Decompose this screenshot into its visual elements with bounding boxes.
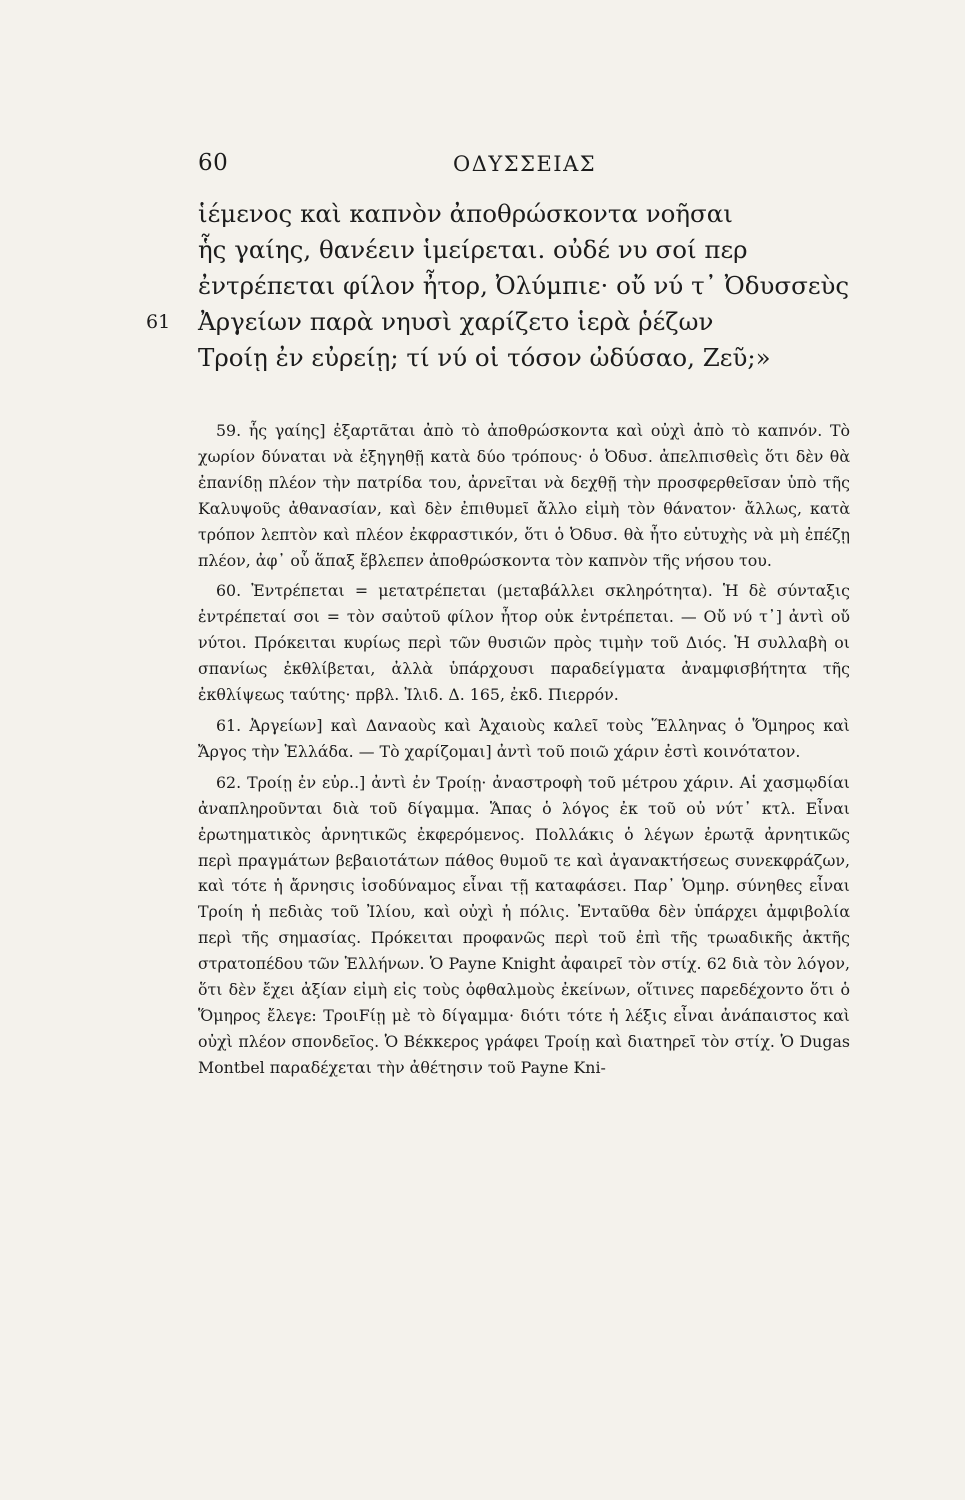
verse-text: ἧς γαίης, θανέειν ἱμείρεται. οὐδέ νυ σοί περ (198, 235, 748, 264)
running-title: ΟΔΥΣΣΕΙΑΣ (453, 152, 597, 176)
commentary-note-61: 61. Ἀργείων] καὶ Δαναοὺς καὶ Ἀχαιοὺς καλεῖ τοὺς Ἕλληνας ὁ Ὅμηρος καὶ Ἄργος τὴν Ἑλλάδα. — Τὸ χαρίζομαι] ἀντὶ τοῦ ποιῶ χάριν ἐστὶ κοινότατον. (198, 715, 850, 761)
verse-line (198, 196, 858, 232)
commentary-note-60: 60. Ἐντρέπεται = μετατρέπεται (μεταβάλλει σκληρότητα). Ἡ δὲ σύνταξις ἐντρέπεταί σοι = τὸν σαὐτοῦ φίλον ἦτορ οὐκ ἐντρέπεται. — Οὔ νύ τ᾽] ἀντὶ οὔ νύτοι. Πρόκειται κυρίως περὶ τῶν θυσιῶν πρὸς τιμὴν τοῦ Διός. Ἡ συλλαβὴ οι σπανίως ἐκθλίβεται, ἀλλὰ ὑπάρχουσι παραδείγματα ἀναμφισβήτητα τῆς ἐκθλίψεως ταύτης· πρβλ. Ἰλιδ. Δ. 165, ἐκδ. Πιερρόν. (198, 581, 850, 705)
verse-text: Ἀργείων παρὰ νηυσὶ χαρίζετο ἱερὰ ῥέζων (198, 307, 714, 336)
verse-text: ἐντρέπεται φίλον ἦτορ, Ὀλύμπιε· οὔ νύ τ᾽ Ὀδυσσεὺς (198, 271, 850, 300)
page-number: 60 (198, 150, 229, 176)
commentary (198, 418, 850, 1086)
verse-text: ἱέμενος καὶ καπνὸν ἀποθρώσκοντα νοῆσαι (198, 199, 733, 228)
verse-line (198, 268, 858, 304)
verse-line (146, 304, 858, 340)
page-header (198, 150, 848, 184)
verse-block (146, 196, 858, 376)
commentary-note-62: 62. Τροίῃ ἐν εὐρ..] ἀντὶ ἐν Τροίῃ· ἀναστροφὴ τοῦ μέτρου χάριν. Αἱ χασμῳδίαι ἀναπληροῦνται διὰ τοῦ δίγαμμα. Ἅπας ὁ λόγος ἐκ τοῦ οὐ νύτ᾽ κτλ. Εἶναι ἐρωτηματικὸς ἀρνητικῶς ἐκφερόμενος. Πολλάκις ὁ λέγων ἐρωτᾷ ἀρνητικῶς περὶ πραγμάτων βεβαιοτάτων πάθος θυμοῦ τε καὶ ἀγανακτήσεως συνεκφράζων, καὶ τότε ἡ ἄρνησις ἰσοδύναμος εἶναι τῇ καταφάσει. Παρ᾽ Ὁμηρ. σύνηθες εἶναι Τροίη ἡ πεδιὰς τοῦ Ἰλίου, καὶ οὐχὶ ἡ πόλις. Ἐνταῦθα δὲν ὑπάρχει ἀμφιβολία περὶ τῆς σημασίας. Πρόκειται προφανῶς περὶ τοῦ ἐπὶ τῆς τρωαδικῆς ἀκτῆς στρατοπέδου τῶν Ἑλλήνων. Ὁ Payne Knight ἀφαιρεῖ τὸν στίχ. 62 διὰ τὸν λόγον, ὅτι δὲν ἔχει ἀξίαν εἰμὴ εἰς τοὺς ὀφθαλμοὺς ἐκείνων, οἵτινες παρεδέχοντο ὅτι ὁ Ὅμηρος ἔλεγε: ΤροιFίῃ μὲ τὸ δίγαμμα· διότι τότε ἡ λέξις εἶναι ἀνάπαιστος καὶ οὐχὶ πλέον σπονδεῖος. Ὁ Βέκκερος γράφει Τροίῃ καὶ διατηρεῖ τὸν στίχ. Ὁ Dugas Montbel παραδέχεται τὴν ἀθέτησιν τοῦ Payne Kni- (198, 772, 850, 1077)
verse-text: Τροίῃ ἐν εὐρείῃ; τί νύ οἱ τόσον ὠδύσαο, Ζεῦ;» (198, 343, 771, 372)
verse-number: 61 (146, 311, 171, 333)
verse-line (198, 340, 858, 376)
verse-line (198, 232, 858, 268)
commentary-note-59: 59. ἧς γαίης] ἐξαρτᾶται ἀπὸ τὸ ἀποθρώσκοντα καὶ οὐχὶ ἀπὸ τὸ καπνόν. Τὸ χωρίον δύναται νὰ ἐξηγηθῇ κατὰ δύο τρόπους· ὁ Ὀδυσ. ἀπελπισθεὶς ὅτι δὲν θὰ ἐπανίδῃ πλέον τὴν πατρίδα του, ἀρνεῖται νὰ δεχθῇ τὴν προσφερθεῖσαν ὑπὸ τῆς Καλυψοῦς ἀθανασίαν, καὶ δὲν ἐπιθυμεῖ ἄλλο εἰμὴ τὸν θάνατον· ἄλλως, κατὰ τρόπον λεπτὸν καὶ πλέον ἐκφραστικόν, ὅτι ὁ Ὀδυσ. θὰ ἦτο εὐτυχὴς νὰ μὴ ἐπέζῃ πλέον, ἀφ᾽ οὗ ἅπαξ ἔβλεπεν ἀποθρώσκοντα τὸν καπνὸν τῆς νήσου του. (198, 421, 850, 570)
